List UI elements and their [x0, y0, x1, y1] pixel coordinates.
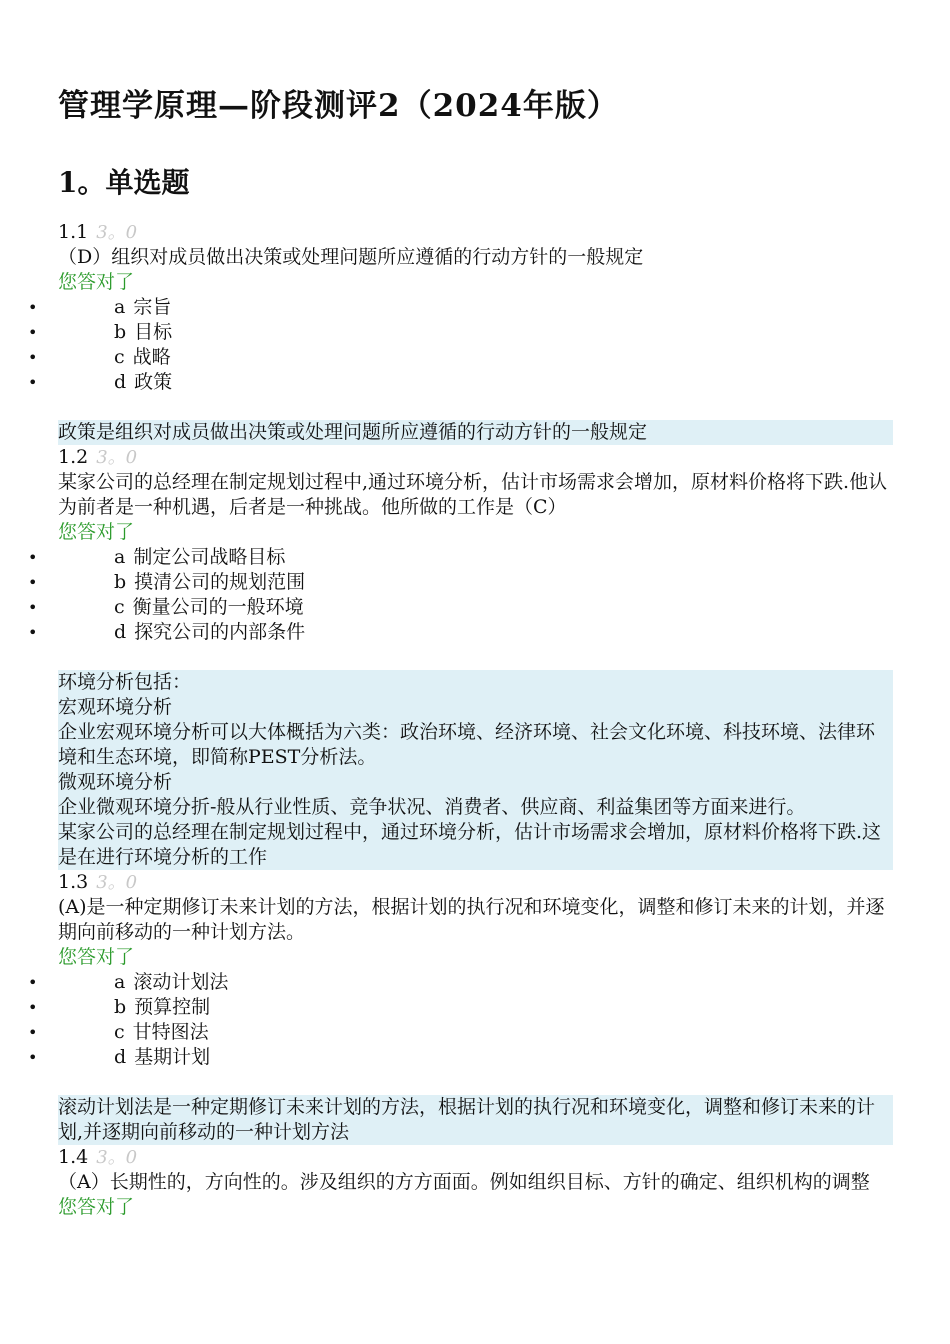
answer-explanation — [58, 670, 893, 870]
option-letter: c — [114, 1021, 125, 1043]
question-number: 1.3 — [58, 871, 89, 893]
question-score: 3。0 — [96, 222, 138, 243]
question-stem: （A）长期性的，方向性的。涉及组织的方方面面。例如组织目标、方针的确定、组织机构的调整 — [58, 1171, 870, 1193]
question-block — [58, 220, 893, 445]
question-header — [58, 445, 893, 470]
question-block — [58, 445, 893, 870]
answer-explanation — [58, 420, 893, 445]
answer-result: 您答对了 — [58, 521, 135, 543]
question-score: 3。0 — [96, 1147, 138, 1168]
question-header — [58, 1145, 893, 1170]
option-list — [58, 295, 893, 395]
explanation-line: 滚动计划法是一种定期修订未来计划的方法，根据计划的执行况和环境变化，调整和修订未来的计划,并逐期向前移动的一种计划方法 — [58, 1096, 876, 1143]
question-number: 1.4 — [58, 1146, 89, 1168]
question-header — [58, 870, 893, 895]
option-letter: d — [114, 621, 127, 643]
option-letter: b — [114, 996, 127, 1018]
option-text: 预算控制 — [134, 996, 211, 1018]
option-item[interactable] — [58, 1020, 893, 1045]
option-text: 摸清公司的规划范围 — [134, 571, 306, 593]
option-letter: a — [114, 296, 126, 318]
option-item[interactable] — [58, 545, 893, 570]
option-list — [58, 970, 893, 1070]
option-letter: a — [114, 971, 126, 993]
answer-result: 您答对了 — [58, 271, 135, 293]
explanation-line: 微观环境分析 — [58, 771, 173, 793]
option-text: 衡量公司的一般环境 — [132, 596, 304, 618]
answer-explanation — [58, 1095, 893, 1145]
option-letter: d — [114, 371, 127, 393]
option-text: 甘特图法 — [132, 1021, 209, 1043]
question-block — [58, 1145, 893, 1220]
option-item[interactable] — [58, 295, 893, 320]
question-block — [58, 870, 893, 1145]
option-item[interactable] — [58, 320, 893, 345]
option-item[interactable] — [58, 345, 893, 370]
option-text: 目标 — [134, 321, 173, 343]
explanation-line: 宏观环境分析 — [58, 696, 173, 718]
document-page — [58, 82, 893, 1220]
option-item[interactable] — [58, 970, 893, 995]
option-item[interactable] — [58, 570, 893, 595]
explanation-line: 企业微观环境分折-般从行业性质、竞争状况、消费者、供应商、利益集团等方面来进行。 — [58, 796, 806, 818]
option-item[interactable] — [58, 1045, 893, 1070]
option-item[interactable] — [58, 595, 893, 620]
option-text: 政策 — [134, 371, 173, 393]
explanation-line: 环境分析包括： — [58, 671, 192, 693]
option-letter: c — [114, 346, 125, 368]
section-heading: 1。单选题 — [58, 166, 190, 199]
question-number: 1.2 — [58, 446, 89, 468]
question-list — [58, 220, 893, 1220]
explanation-line: 某家公司的总经理在制定规划过程中，通过环境分析，估计市场需求会增加，原材料价格将下跌.这是在进行环境分析的工作 — [58, 821, 882, 868]
question-stem: （D）组织对成员做出决策或处理问题所应遵循的行动方针的一般规定 — [58, 246, 644, 268]
answer-result: 您答对了 — [58, 946, 135, 968]
explanation-line: 企业宏观环境分析可以大体概括为六类：政治环境、经济环境、社会文化环境、科技环境、法律环境和生态环境，即简称PEST分析法。 — [58, 721, 876, 768]
question-score: 3。0 — [96, 872, 138, 893]
explanation-line: 政策是组织对成员做出决策或处理问题所应遵循的行动方针的一般规定 — [58, 421, 648, 443]
option-text: 宗旨 — [133, 296, 172, 318]
option-letter: c — [114, 596, 125, 618]
option-letter: b — [114, 571, 127, 593]
question-stem: (A)是一种定期修订未来计划的方法，根据计划的执行况和环境变化，调整和修订未来的计划，并逐期向前移动的一种计划方法。 — [58, 896, 885, 943]
option-item[interactable] — [58, 620, 893, 645]
option-text: 制定公司战略目标 — [133, 546, 286, 568]
option-text: 探究公司的内部条件 — [134, 621, 306, 643]
question-header — [58, 220, 893, 245]
option-text: 基期计划 — [134, 1046, 211, 1068]
option-text: 滚动计划法 — [133, 971, 229, 993]
option-list — [58, 545, 893, 645]
option-text: 战略 — [132, 346, 171, 368]
option-item[interactable] — [58, 370, 893, 395]
option-letter: d — [114, 1046, 127, 1068]
option-item[interactable] — [58, 995, 893, 1020]
question-score: 3。0 — [96, 447, 138, 468]
question-number: 1.1 — [58, 221, 89, 243]
answer-result: 您答对了 — [58, 1196, 135, 1218]
option-letter: a — [114, 546, 126, 568]
question-stem: 某家公司的总经理在制定规划过程中,通过环境分析，估计市场需求会增加，原材料价格将下跌.他认为前者是一种机遇，后者是一种挑战。他所做的工作是（C） — [58, 471, 888, 518]
page-title: 管理学原理—阶段测评2（2024年版） — [58, 88, 619, 124]
option-letter: b — [114, 321, 127, 343]
